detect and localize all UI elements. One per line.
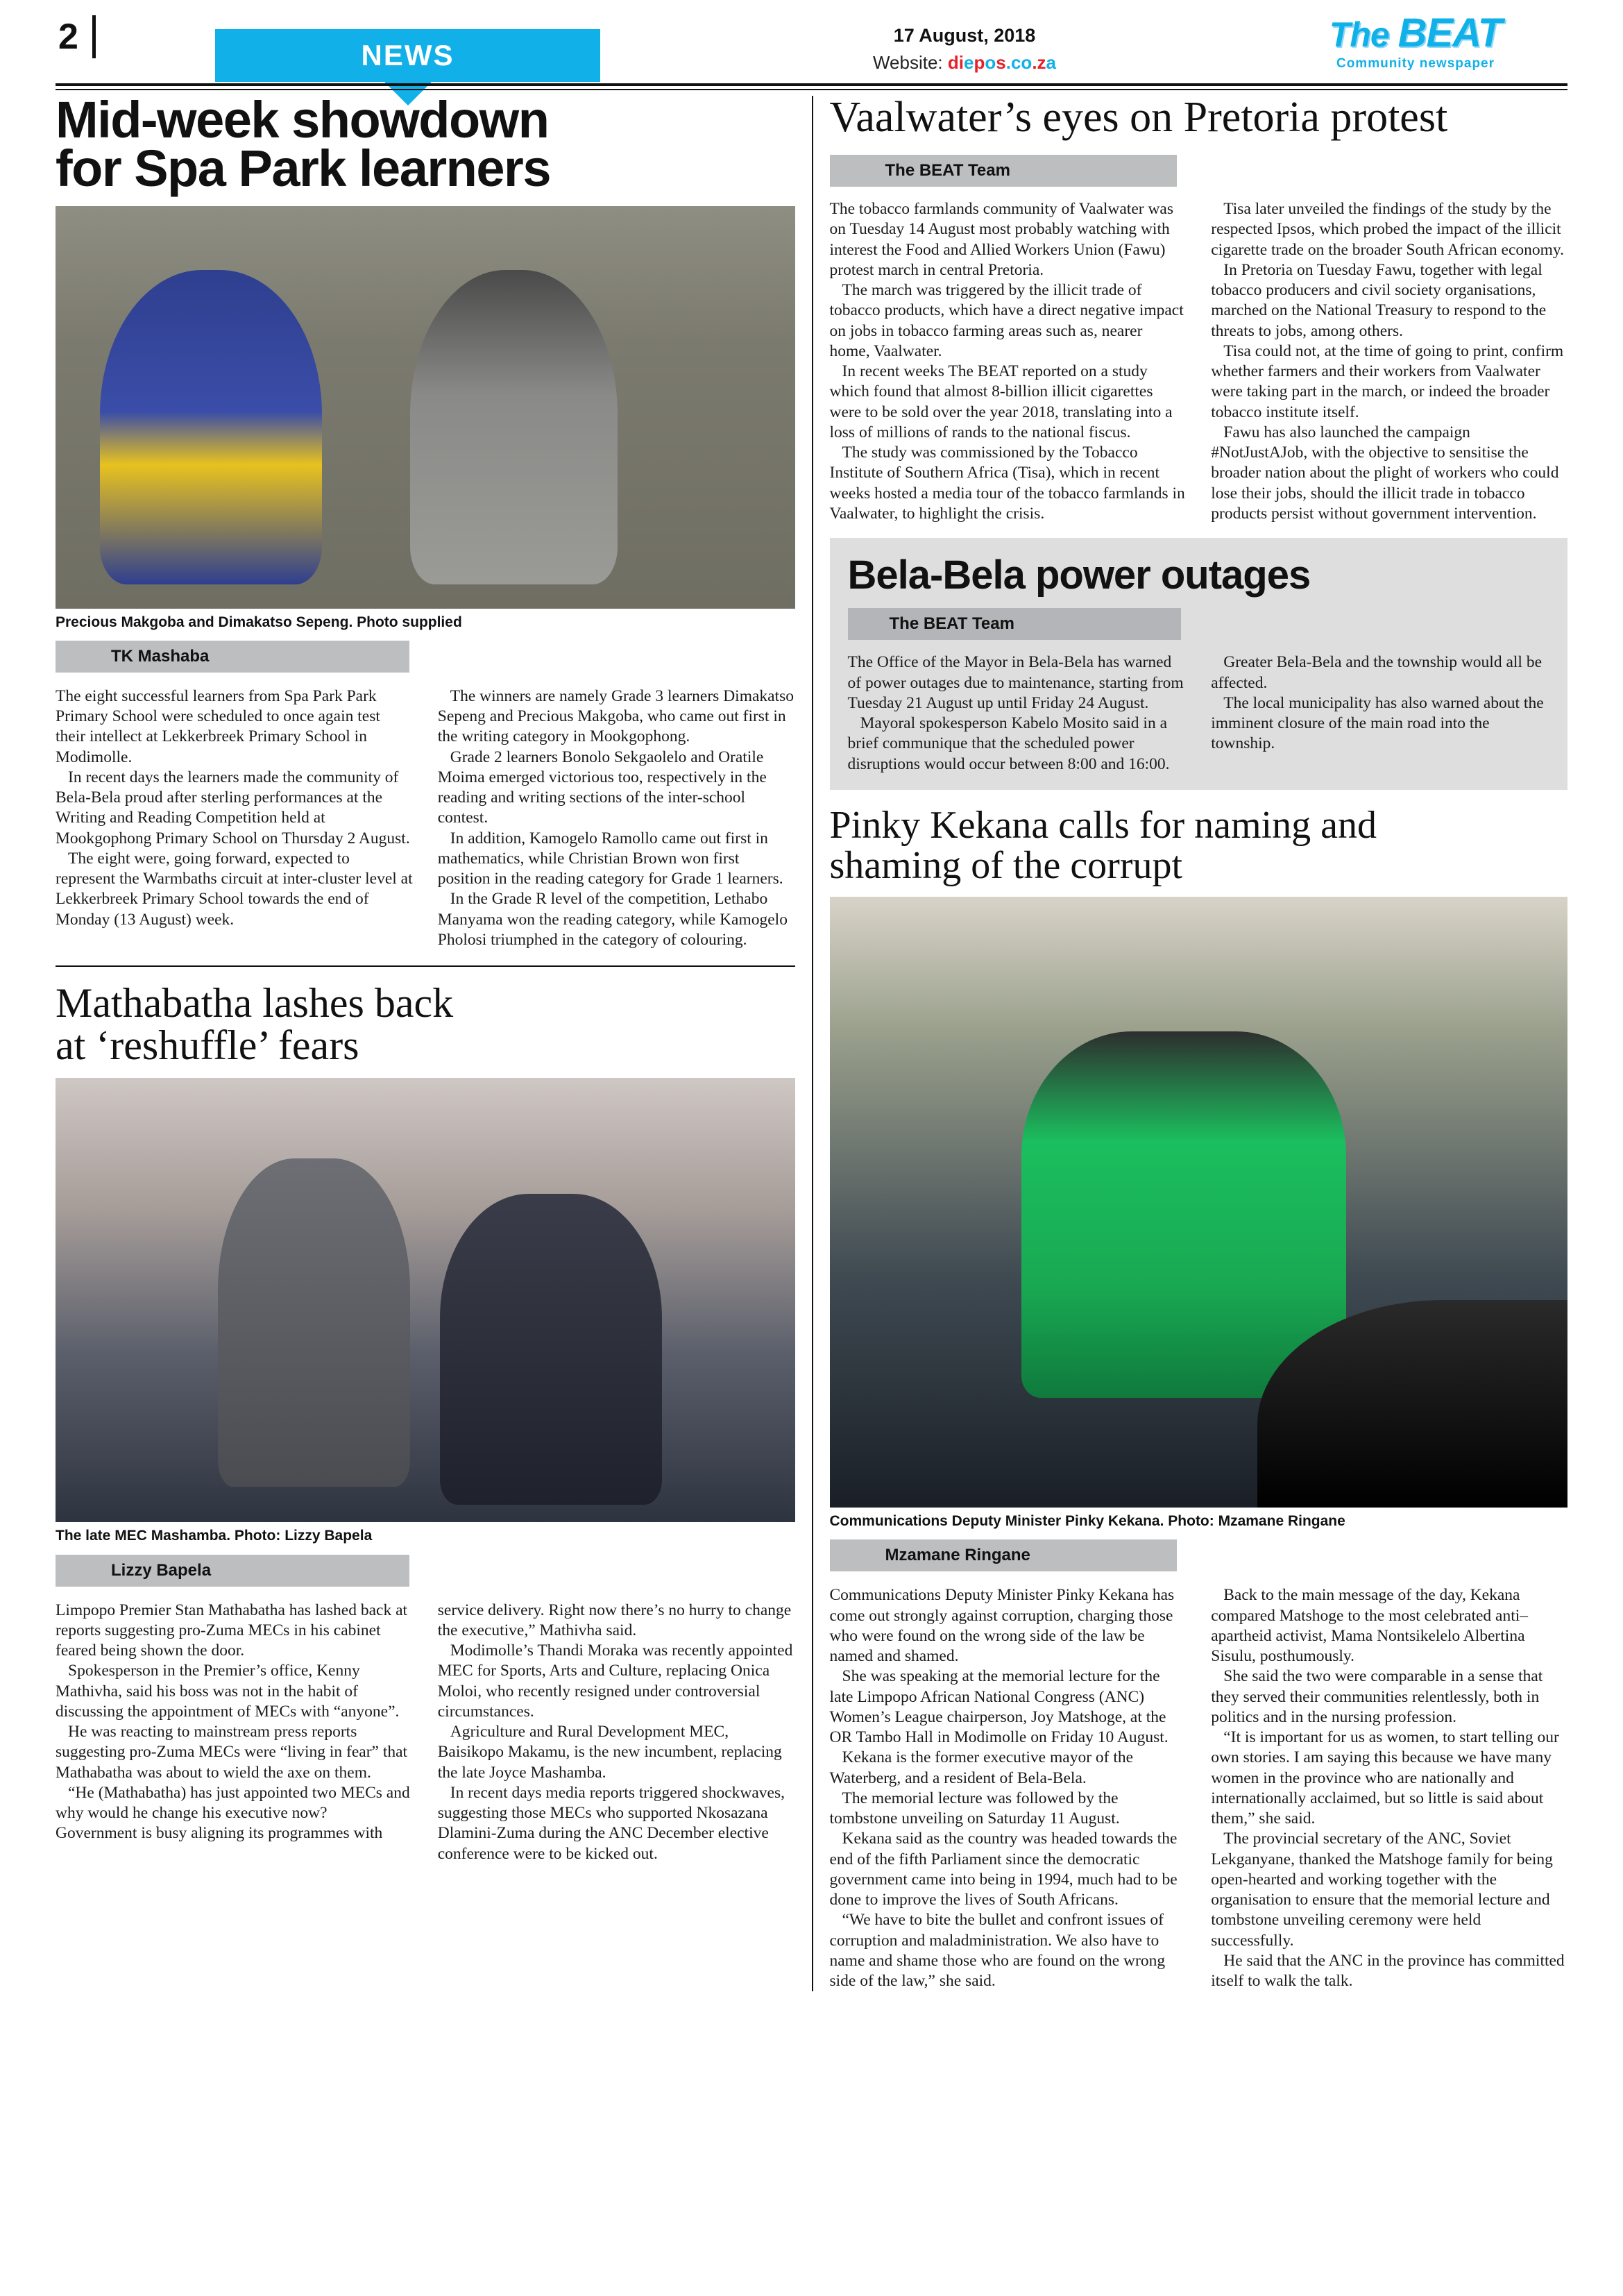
- paragraph: Kekana is the former executive mayor of the Waterberg, and a resident of Bela-Bela.: [829, 1748, 1134, 1787]
- kekana-body: [830, 1585, 1568, 1991]
- kekana-headline-line2: shaming of the corrupt: [829, 844, 1183, 888]
- paragraph: The march was triggered by the illicit trade of tobacco products, which have a direct negative impact on jobs in tobacco farming areas such as, nearer home, Vaalwater.: [829, 281, 1184, 360]
- article-spa-park: [56, 91, 795, 950]
- logo-tagline: Community newspaper: [1336, 56, 1495, 71]
- bela-bela-byline-bar: [848, 608, 1181, 640]
- paragraph: Kekana said as the country was headed towards the end of the fifth Parliament since the democratic government came into being in 1994, much had to be done to improve the lives of South Africans.: [829, 1830, 1178, 1909]
- paragraph: The local municipality has also warned about the imminent closure of the main road into the township.: [1211, 693, 1544, 753]
- logo-the: The: [1329, 15, 1389, 54]
- website-part-2: p: [974, 52, 985, 73]
- paragraph: He said that the ANC in the province has committed itself to walk the talk.: [1211, 1951, 1565, 1991]
- section-divider: [56, 965, 795, 967]
- article-bela-bela: [830, 538, 1568, 790]
- kekana-photo: [830, 897, 1568, 1508]
- page-number-divider: [92, 15, 96, 58]
- paragraph: The provincial secretary of the ANC, Soviet Lekganyane, thanked the Matshoge family for being open-hearted and working together with the organisation to ensure that the memorial lecture and tombstone unveiling ceremony were held successfully.: [1211, 1830, 1553, 1950]
- article-kekana: [830, 805, 1568, 1992]
- paragraph: Modimolle’s Thandi Moraka was recently appointed MEC for Sports, Arts and Culture, replacing Onica Moloi, who recently resigned under controversial circumstances.: [437, 1641, 793, 1721]
- paragraph: The memorial lecture was followed by the tombstone unveiling on Saturday 11 August.: [829, 1789, 1120, 1828]
- spa-park-headline: [56, 91, 795, 198]
- paragraph: In the Grade R level of the competition, Lethabo Manyama won the reading category, while Kamogelo Pholosi triumphed in the category of colouring.: [437, 890, 788, 949]
- bela-bela-headline: Bela-Bela power outages: [847, 552, 1311, 598]
- spa-park-byline-bar: [56, 641, 409, 673]
- mathabatha-photo-caption: The late MEC Mashamba. Photo: Lizzy Bapela: [56, 1528, 373, 1544]
- paragraph: Fawu has also launched the campaign #NotJustAJob, with the objective to sensitise the broader nation about the plight of workers who could lose their jobs, should the illicit trade in tobacco products persist without government intervention.: [1211, 423, 1559, 523]
- paragraph: Tisa could not, at the time of going to print, confirm whether farmers and their workers from Vaalwater were taking part in the march, or indeed the broader tobacco institute itself.: [1211, 341, 1564, 421]
- paragraph: She said the two were comparable in a sense that they served their communities relentlessly, both in politics and in the nursing profession.: [1211, 1667, 1543, 1726]
- kekana-headline-line1: Pinky Kekana calls for naming and: [829, 803, 1377, 847]
- kekana-photo-caption: Communications Deputy Minister Pinky Kekana. Photo: Mzamane Ringane: [829, 1513, 1345, 1530]
- paragraph: The eight were, going forward, expected to represent the Warmbaths circuit at inter-cluster level at Lekkerbreek Primary School towards the end of Monday (13 August) week.: [56, 849, 413, 929]
- paragraph: Greater Bela-Bela and the township would all be affected.: [1211, 653, 1543, 692]
- mathabatha-byline: Lizzy Bapela: [111, 1560, 212, 1580]
- mathabatha-headline-line2: at ‘reshuffle’ fears: [56, 1022, 359, 1069]
- beat-logo[interactable]: [1291, 12, 1540, 71]
- website-part-3: o: [985, 52, 996, 73]
- section-tab-news[interactable]: [215, 29, 600, 82]
- spa-park-headline-line2: for Spa Park learners: [56, 140, 550, 198]
- mathabatha-photo: [56, 1078, 795, 1522]
- paragraph: The study was commissioned by the Tobacco Institute of Southern Africa (Tisa), which in recent weeks hosted a media tour of the tobacco farmlands in Vaalwater, to highlight the crisis.: [829, 444, 1185, 523]
- website-part-0: di: [947, 52, 964, 73]
- page-number: 2: [58, 17, 78, 57]
- website-part-6: c: [1010, 52, 1021, 73]
- page-body: [56, 91, 1567, 1991]
- paragraph: She was speaking at the memorial lecture for the late Limpopo African National Congress (ANC) Women’s League chairperson, Joy Matshoge, at the OR Tambo Hall in Modimolle on Friday 10 August.: [829, 1667, 1169, 1747]
- article-mathabatha: [56, 982, 795, 1864]
- website-part-1: e: [964, 52, 974, 73]
- bela-bela-body: [848, 652, 1550, 775]
- mathabatha-headline: [56, 982, 795, 1067]
- left-column: [56, 91, 812, 1991]
- bela-bela-byline: The BEAT Team: [889, 614, 1014, 634]
- paragraph: Back to the main message of the day, Kekana compared Matshoge to the most celebrated anti–apartheid activist, Mama Nontsikelelo Albertina Sisulu, posthumously.: [1211, 1586, 1529, 1666]
- website-label: Website:: [872, 52, 943, 73]
- spa-park-body: [56, 686, 795, 950]
- paragraph: In recent weeks The BEAT reported on a study which found that almost 8-billion illicit cigarettes were to be sold over the year 2018, translating into a loss of millions of rands to the national fiscus.: [829, 362, 1173, 441]
- paragraph: Spokesperson in the Premier’s office, Kenny Mathivha, said his boss was not in the habit of discussing the appointment of MECs with “anyone”.: [56, 1662, 400, 1721]
- website-part-4: s: [996, 52, 1006, 73]
- logo-beat: BEAT: [1397, 10, 1502, 56]
- kekana-headline: [830, 805, 1568, 886]
- vaalwater-byline: The BEAT Team: [885, 161, 1010, 180]
- paragraph: Mayoral spokesperson Kabelo Mosito said in a brief communique that the scheduled power disruptions would occur between 8:00 and 16:00.: [847, 714, 1170, 773]
- website-part-7: o: [1021, 52, 1033, 73]
- paragraph: The tobacco farmlands community of Vaalwater was on Tuesday 14 August most probably watching with interest the Food and Allied Workers Union (Fawu) protest march in central Pretoria.: [829, 200, 1174, 279]
- vaalwater-byline-bar: [830, 155, 1177, 187]
- spa-park-headline-line1: Mid-week showdown: [56, 91, 549, 149]
- mathabatha-byline-bar: [56, 1555, 409, 1587]
- kekana-byline-bar: [830, 1539, 1177, 1571]
- spa-park-photo: [56, 206, 795, 609]
- paragraph: The Office of the Mayor in Bela-Bela has warned of power outages due to maintenance, starting from Tuesday 21 August up until Friday 24 August.: [847, 653, 1184, 712]
- paragraph: In recent days media reports triggered shockwaves, suggesting those MECs who supported Nkosazana Dlamini-Zuma during the ANC December elective conference were to be kicked out.: [437, 1783, 785, 1863]
- paragraph: “We have to bite the bullet and confront issues of corruption and maladministration. We also have to name and shame those who are found on the wrong side of the law,” she said.: [829, 1911, 1166, 1991]
- paragraph: In Pretoria on Tuesday Fawu, together with legal tobacco producers and civil society organisations, marched on the National Treasury to respond to the threats to jobs, among others.: [1211, 260, 1547, 340]
- paragraph: Communications Deputy Minister Pinky Kekana has come out strongly against corruption, charging those who were found on the wrong side of the law be named and shamed.: [829, 1586, 1175, 1666]
- mathabatha-body: [56, 1601, 795, 1864]
- paragraph: “He (Mathabatha) has just appointed two MECs and why would he change his executive now? Government is busy aligning its programmes with service delivery. Right now there’s no hurry to change the executive,” Mathivha said.: [56, 1601, 792, 1843]
- paragraph: In recent days the learners made the community of Bela-Bela proud after sterling performances at the Writing and Reading Competition held at Mookgophong Primary School on Thursday 2 August.: [56, 768, 410, 847]
- paragraph: Tisa later unveiled the findings of the study by the respected Ipsos, which probed the impact of the illicit cigarette trade on the broader South African economy.: [1211, 200, 1564, 259]
- spa-park-photo-caption: Precious Makgoba and Dimakatso Sepeng. Photo supplied: [56, 614, 462, 630]
- logo-wordmark: [1291, 12, 1540, 55]
- section-tab-label: NEWS: [361, 39, 454, 71]
- vaalwater-headline: Vaalwater’s eyes on Pretoria protest: [829, 94, 1448, 141]
- paragraph: He was reacting to mainstream press reports suggesting pro-Zuma MECs were “living in fear” that Mathabatha was about to wield the axe on them.: [56, 1723, 408, 1782]
- spa-park-byline: TK Mashaba: [111, 646, 210, 666]
- website-part-8: .: [1032, 52, 1037, 73]
- paragraph: In addition, Kamogelo Ramollo came out first in mathematics, while Christian Brown won first position in the reading category for Grade 1 learners.: [437, 829, 783, 888]
- website-url[interactable]: [948, 52, 1056, 73]
- article-vaalwater: [830, 96, 1568, 524]
- website-part-10: a: [1046, 52, 1057, 73]
- mathabatha-headline-line1: Mathabatha lashes back: [56, 980, 454, 1027]
- date-block: [770, 25, 1159, 74]
- paragraph: “It is important for us as women, to start telling our own stories. I am saying this because we have many women in the province who are nationally and internationally acclaimed, but so little is said about them,” she said.: [1211, 1728, 1559, 1828]
- paragraph: The winners are namely Grade 3 learners Dimakatso Sepeng and Precious Makgoba, who came out first in the writing category in Mookgophong.: [437, 686, 794, 746]
- vaalwater-body: [830, 199, 1568, 524]
- right-column: [812, 96, 1568, 1991]
- paragraph: The eight successful learners from Spa Park Park Primary School were scheduled to once again test their intellect at Lekkerbreek Primary School in Modimolle.: [56, 686, 380, 766]
- paragraph: Agriculture and Rural Development MEC, Baisikopo Makamu, is the new incumbent, replacing the late Joyce Mashamba.: [437, 1723, 782, 1782]
- masthead-rule: [56, 83, 1567, 86]
- website-line: [770, 52, 1159, 74]
- paragraph: Limpopo Premier Stan Mathabatha has lashed back at reports suggesting pro-Zuma MECs in his cabinet feared being shown the door.: [56, 1601, 408, 1660]
- paragraph: Grade 2 learners Bonolo Sekgaolelo and Oratile Moima emerged victorious too, respectively in the reading and writing sections of the inter-school contest.: [437, 748, 767, 827]
- website-part-5: .: [1005, 52, 1011, 73]
- masthead: [56, 0, 1567, 83]
- website-part-9: z: [1037, 52, 1046, 73]
- kekana-byline: Mzamane Ringane: [885, 1546, 1030, 1565]
- publication-date: 17 August, 2018: [893, 25, 1036, 46]
- page-number-group: [56, 0, 96, 74]
